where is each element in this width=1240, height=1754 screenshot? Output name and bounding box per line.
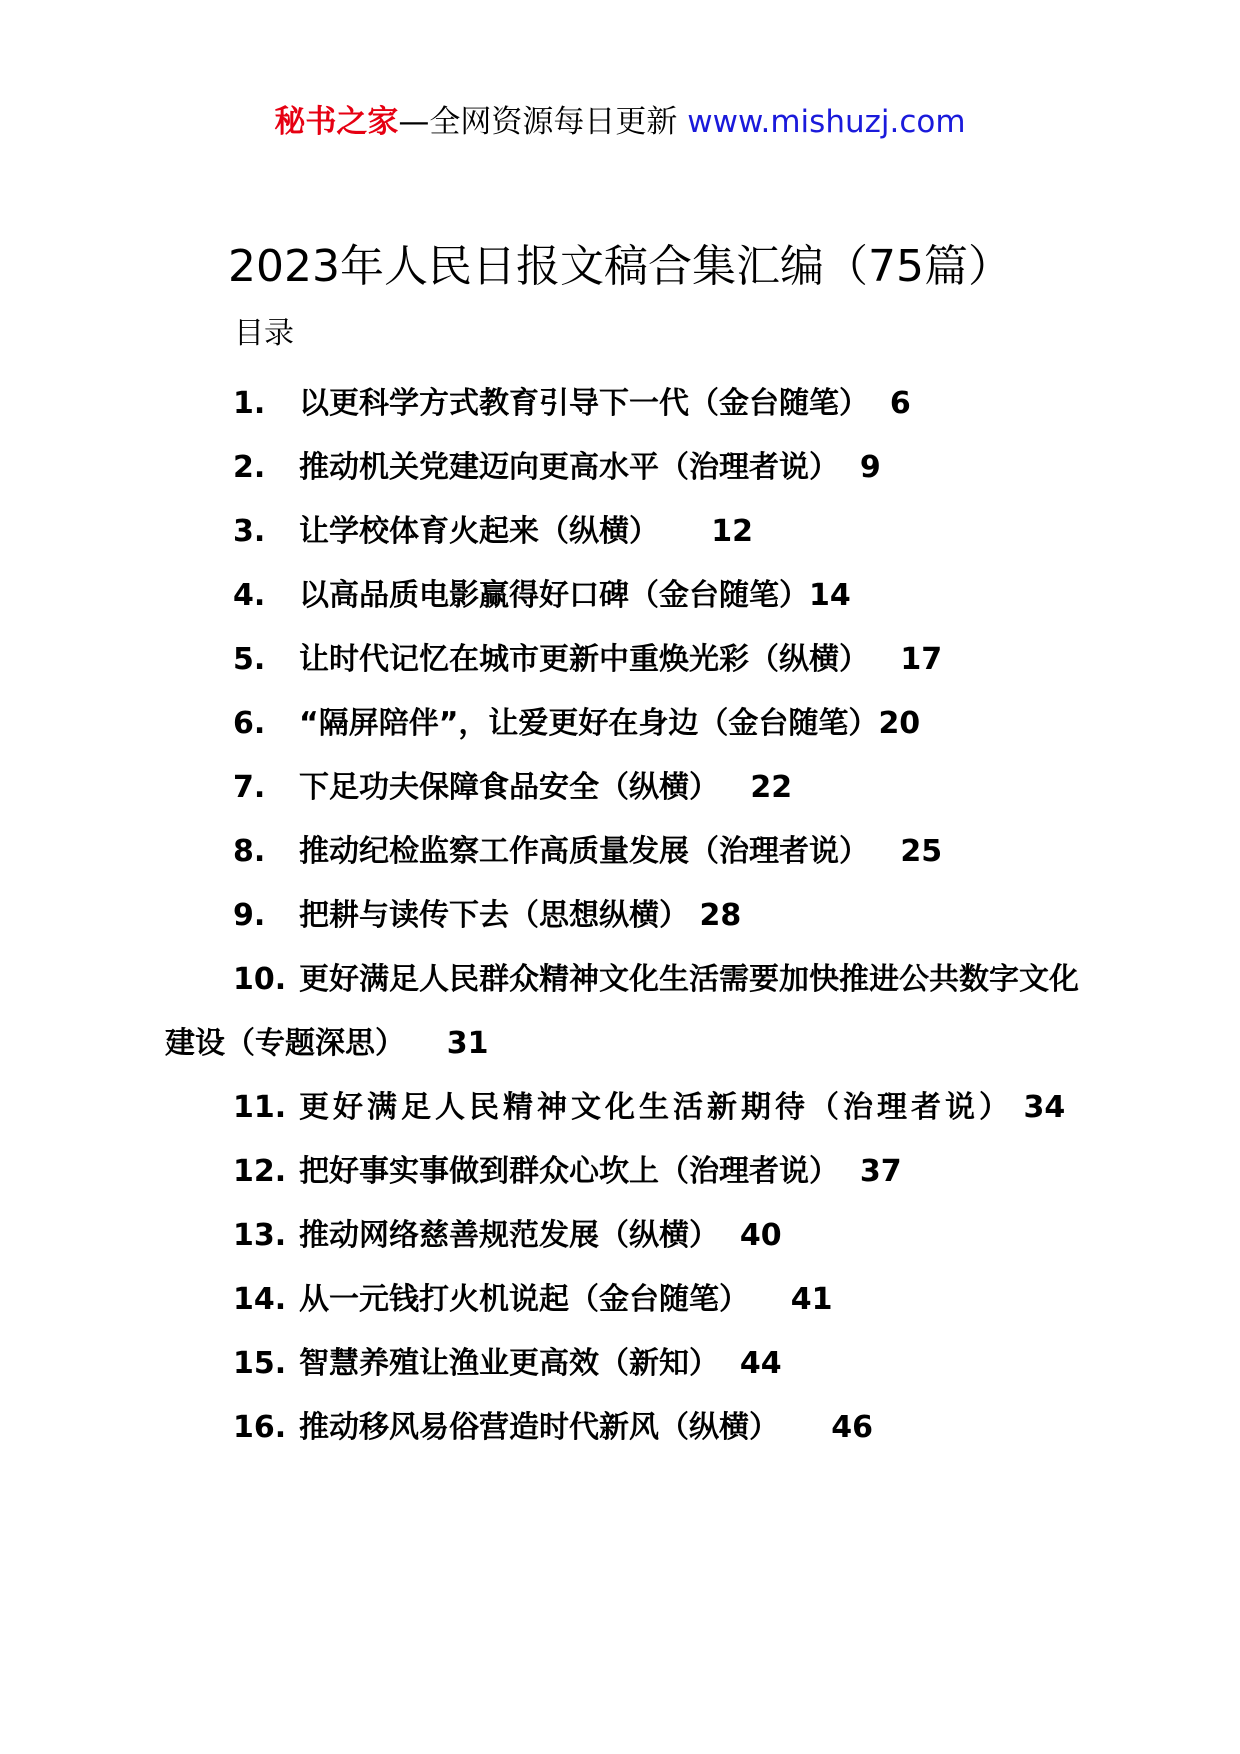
toc-item-title: 以高品质电影赢得好口碑（金台随笔） [299,578,809,613]
table-of-contents [165,372,1095,1460]
toc-item-page: 44 [739,1346,782,1381]
toc-item[interactable] [165,1332,1095,1396]
toc-item-number: 2. [233,450,266,485]
document-title: 2023年人民日报文稿合集汇编（75篇） [228,241,1012,292]
toc-item-page: 41 [790,1282,833,1317]
toc-item-number: 8. [233,834,266,869]
toc-item-page: 14 [809,578,851,613]
toc-item-title: 从一元钱打火机说起（金台随笔） [299,1282,749,1317]
toc-item-number: 12. [233,1154,287,1189]
toc-item-title: 推动网络慈善规范发展（纵横） [299,1218,719,1253]
toc-item[interactable] [165,1076,1095,1140]
toc-item-title: 推动纪检监察工作高质量发展（治理者说） [299,834,869,869]
toc-item-number: 16. [233,1410,287,1445]
toc-item-page: 12 [711,514,753,549]
toc-item-title: 推动机关党建迈向更高水平（治理者说） [299,450,839,485]
toc-item[interactable] [165,756,1095,820]
toc-item-title: 推动移风易俗营造时代新风（纵横） [299,1410,779,1445]
toc-item[interactable] [165,628,1095,692]
toc-item-page: 40 [739,1218,782,1253]
toc-item[interactable] [165,948,1095,1076]
site-brand: 秘书之家 [274,104,399,140]
toc-item-page: 25 [900,834,943,869]
toc-item-title: 把耕与读传下去（思想纵横） [299,898,689,933]
toc-item-title: 让学校体育火起来（纵横） [299,514,659,549]
toc-heading: 目录 [234,316,294,351]
toc-item-page: 31 [446,1026,489,1061]
toc-item-title: 智慧养殖让渔业更高效（新知） [299,1346,719,1381]
toc-item-number: 13. [233,1218,287,1253]
site-slogan: —全网资源每日更新 [398,104,688,140]
toc-item[interactable] [165,436,1095,500]
toc-item-number: 4. [233,578,266,613]
toc-item-page: 22 [750,770,793,805]
toc-item[interactable] [165,564,1095,628]
toc-item-title: 下足功夫保障食品安全（纵横） [299,770,719,805]
toc-item-title: 把好事实事做到群众心坎上（治理者说） [299,1154,839,1189]
toc-item-number: 1. [233,386,266,421]
toc-item[interactable] [165,500,1095,564]
site-header [0,96,1240,148]
toc-item[interactable] [165,372,1095,436]
toc-item-number: 5. [233,642,266,677]
toc-item-page: 34 [1023,1090,1066,1125]
toc-item-number: 15. [233,1346,287,1381]
toc-item-page: 28 [699,898,742,933]
toc-item-page: 46 [831,1410,873,1445]
toc-item-number: 9. [233,898,266,933]
site-url-link[interactable]: www.mishuzj.com [687,104,966,140]
toc-item-page: 20 [878,706,921,741]
toc-item-title: 让时代记忆在城市更新中重焕光彩（纵横） [299,642,869,677]
toc-item[interactable] [165,884,1095,948]
toc-item-number: 14. [233,1282,287,1317]
toc-item-number: 7. [233,770,266,805]
toc-item-title: 更好满足人民精神文化生活新期待（治理者说） [299,1090,1013,1125]
toc-item-title: 以更科学方式教育引导下一代（金台随笔） [299,386,869,421]
toc-item-number: 3. [233,514,266,549]
toc-item-number: 6. [233,706,266,741]
toc-item[interactable] [165,692,1095,756]
toc-item[interactable] [165,1396,1095,1460]
toc-item-number: 11. [233,1090,287,1125]
toc-item[interactable] [165,1140,1095,1204]
toc-item-title: “隔屏陪伴”，让爱更好在身边（金台随笔） [299,706,879,741]
toc-item[interactable] [165,820,1095,884]
toc-item-page: 9 [859,450,881,485]
toc-item-page: 17 [900,642,943,677]
toc-item-number: 10. [233,962,287,997]
toc-item-page: 37 [859,1154,902,1189]
toc-item[interactable] [165,1204,1095,1268]
toc-item[interactable] [165,1268,1095,1332]
toc-item-title: 更好满足人民群众精神文化生活需要加快推进公共数字文化建设（专题深思） [165,962,1079,1061]
toc-item-page: 6 [889,386,911,421]
